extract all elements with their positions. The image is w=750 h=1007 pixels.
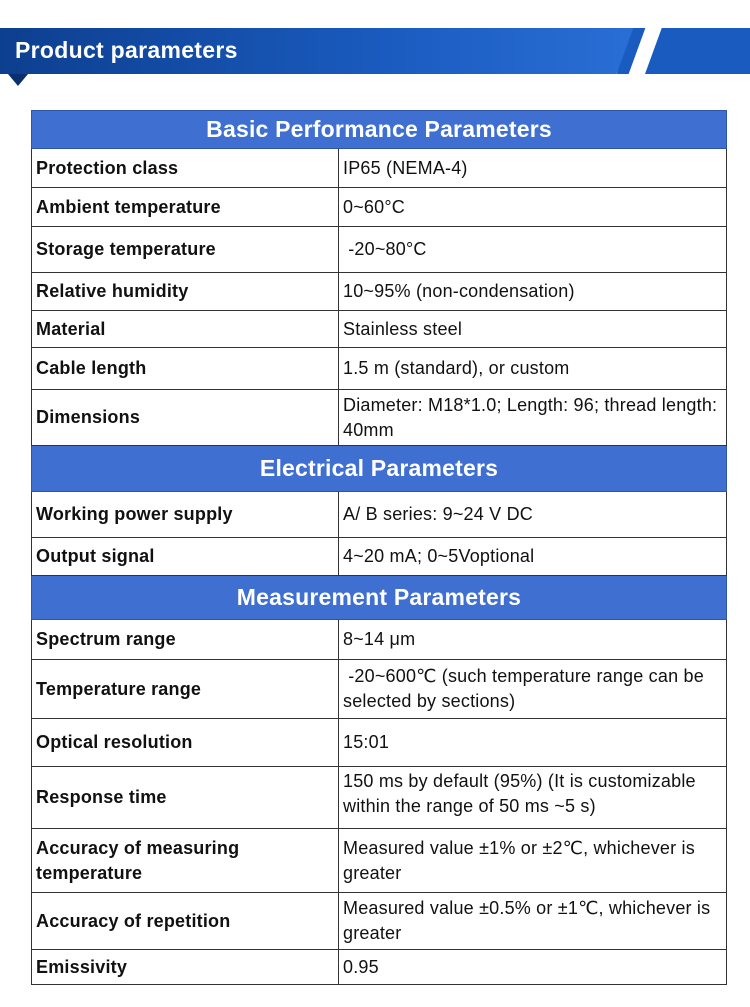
table-row [32,188,727,227]
param-value: A/ B series: 9~24 V DC [339,492,727,538]
header-banner [0,0,750,100]
param-value: 1.5 m (standard), or custom [339,348,727,390]
table-row [32,538,727,576]
param-label: Accuracy of repetition [32,893,339,950]
section-header-electrical [32,446,727,492]
table-row [32,311,727,348]
param-label: Spectrum range [32,620,339,660]
param-label: Material [32,311,339,348]
section-header-basic [32,111,727,149]
table-row [32,620,727,660]
table-row [32,149,727,188]
param-label: Relative humidity [32,273,339,311]
param-value: 0.95 [339,950,727,985]
table-row [32,767,727,829]
param-value: IP65 (NEMA-4) [339,149,727,188]
param-value: 150 ms by default (95%) (It is customizable within the range of 50 ms ~5 s) [343,771,696,816]
param-value: Measured value ±1% or ±2℃, whichever is greater [339,829,727,893]
param-value: 4~20 mA; 0~5Voptional [339,538,727,576]
param-value: Diameter: M18*1.0; Length: 96; thread length: 40mm [339,390,727,446]
table-row [32,829,727,893]
param-label: Working power supply [32,492,339,538]
param-value: -20~600℃ (such temperature range can be selected by sections) [339,660,727,719]
table-row [32,348,727,390]
param-label: Protection class [32,149,339,188]
param-label: Storage temperature [32,227,339,273]
param-value: -20~80°C [339,227,727,273]
section-title: Electrical Parameters [32,446,727,492]
param-label: Accuracy of measuring temperature [32,829,339,893]
table-row [32,660,727,719]
banner-tail [8,74,28,86]
param-label: Output signal [32,538,339,576]
param-label: Optical resolution [32,719,339,767]
param-value: Measured value ±0.5% or ±1℃, whichever is greater [339,893,727,950]
table-row [32,950,727,985]
section-header-measurement [32,576,727,620]
banner-stripe [645,28,750,74]
param-label: Temperature range [32,660,339,719]
parameters-table [31,110,727,985]
section-title: Measurement Parameters [32,576,727,620]
table-row [32,227,727,273]
param-label: Response time [32,767,339,829]
table-row [32,390,727,446]
param-label: Cable length [32,348,339,390]
table-row [32,893,727,950]
param-label: Emissivity [32,950,339,985]
table-row [32,492,727,538]
table-row [32,719,727,767]
param-value: 15:01 [339,719,727,767]
param-label: Ambient temperature [32,188,339,227]
page-title: Product parameters [15,37,238,63]
param-value: Stainless steel [339,311,727,348]
table-row [32,273,727,311]
param-value-cell [339,767,727,829]
param-value: 8~14 μm [339,620,727,660]
param-label: Dimensions [32,390,339,446]
param-value: 0~60°C [339,188,727,227]
section-title: Basic Performance Parameters [32,111,727,149]
param-value: 10~95% (non-condensation) [339,273,727,311]
